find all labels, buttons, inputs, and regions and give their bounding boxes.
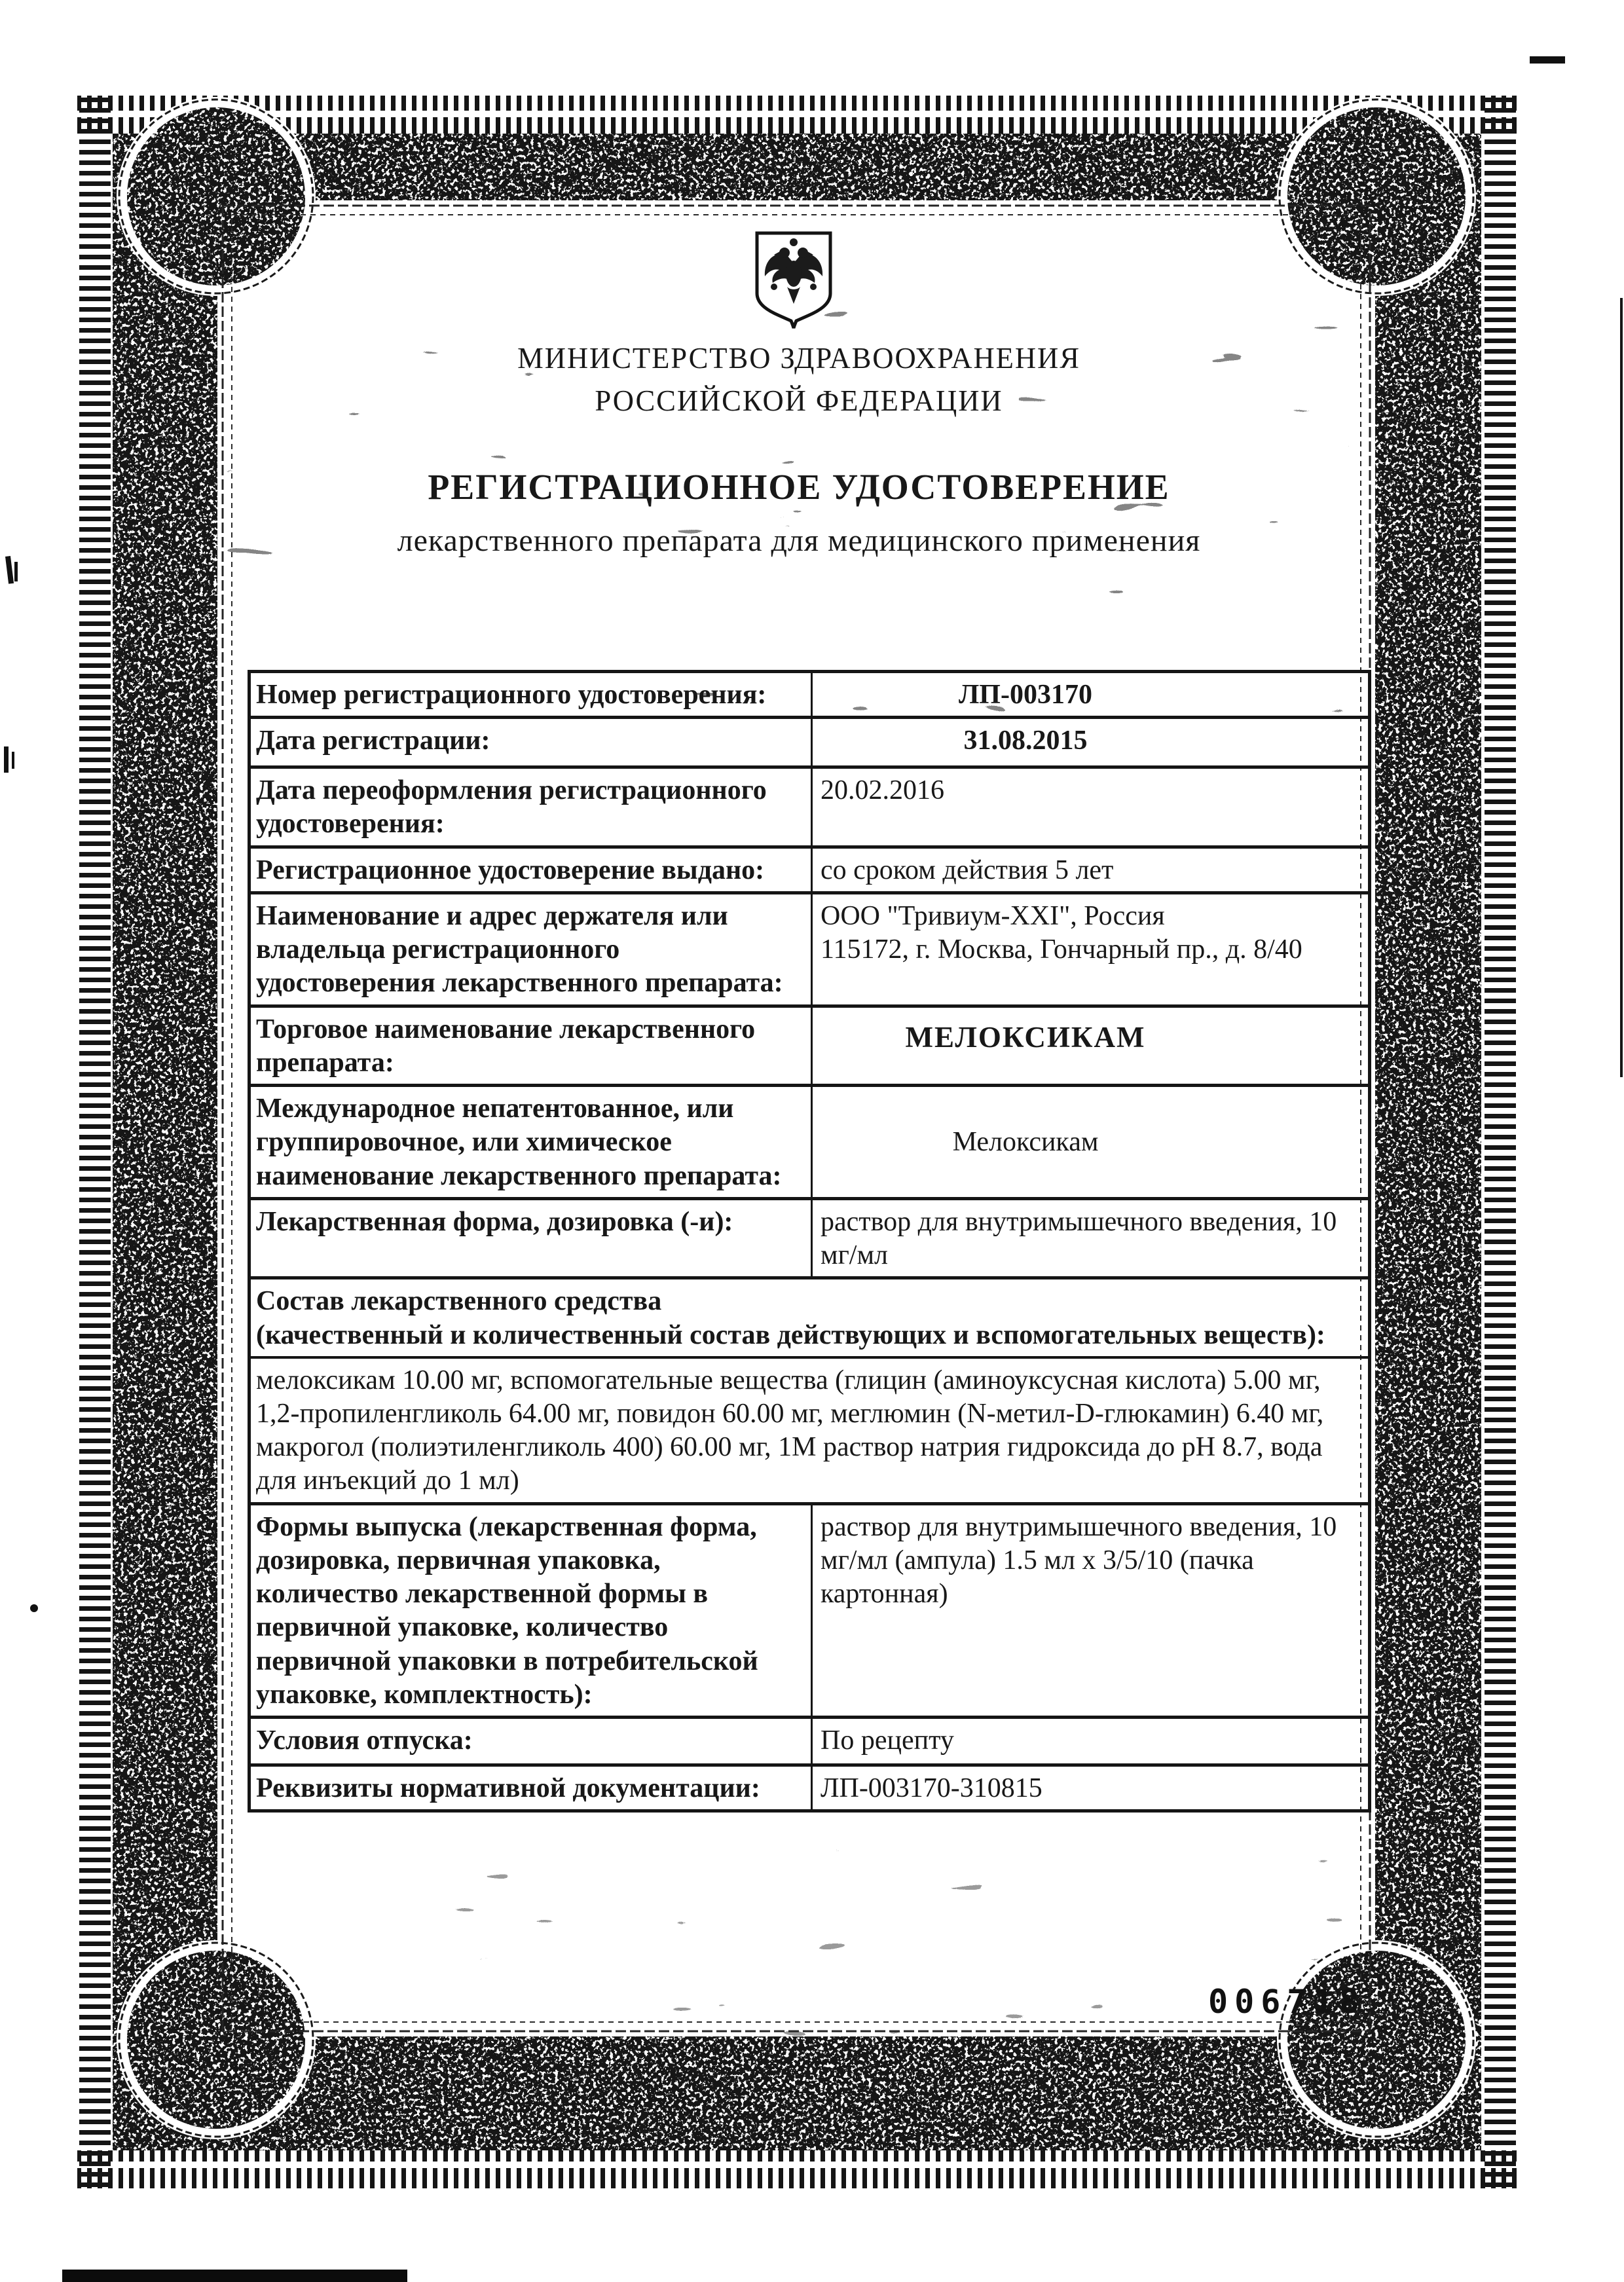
row-value: со сроком действия 5 лет <box>821 855 1114 885</box>
row-label: Условия отпуска: <box>251 1719 813 1763</box>
table-row-holder <box>251 894 1368 1008</box>
row-label: Номер регистрационного удостоверения: <box>251 673 813 716</box>
row-label: Лекарственная форма, дозировка (-и): <box>251 1200 813 1276</box>
row-label: Дата регистрации: <box>251 719 813 765</box>
holder-name: ООО "Тривиум-XXI", Россия <box>821 900 1165 931</box>
blank-serial-number: 006718 <box>1208 1983 1366 2021</box>
row-label: Торговое наименование лекарственного препарата: <box>251 1008 813 1084</box>
table-row-composition-text <box>251 1359 1368 1505</box>
document-title: РЕГИСТРАЦИОННОЕ УДОСТОВЕРЕНИЕ <box>428 467 1170 507</box>
row-value: По рецепту <box>821 1725 954 1756</box>
table-row-number <box>251 673 1368 719</box>
row-value: раствор для внутримышечного введения, 10 мг/мл <box>821 1206 1337 1271</box>
table-row-dosage-form <box>251 1200 1368 1279</box>
row-label: Регистрационное удостоверение выдано: <box>251 849 813 891</box>
table-row-composition-heading <box>251 1279 1368 1358</box>
row-value: 20.02.2016 <box>821 775 944 806</box>
row-value: ЛП-003170-310815 <box>821 1773 1043 1804</box>
row-label: Дата переоформления регистрационного удостоверения: <box>251 769 813 845</box>
ministry-line2: РОССИЙСКОЙ ФЕДЕРАЦИИ <box>595 384 1003 418</box>
row-value: раствор для внутримышечного введения, 10 мг/мл (ампула) 1.5 мл х 3/5/10 (пачка картонная) <box>821 1511 1337 1610</box>
table-row-trade-name <box>251 1008 1368 1087</box>
table-row-reissue-date <box>251 769 1368 848</box>
row-label: Международное непатентованное, или группировочное, или химическое наименование лекарственного препарата: <box>251 1087 813 1197</box>
row-value: 31.08.2015 <box>963 726 1088 756</box>
ministry-name <box>240 337 1357 422</box>
composition-text: мелоксикам 10.00 мг, вспомогательные вещества (глицин (аминоуксусная кислота) 5.00 мг, 1,2-пропиленгликоль 64.00 мг, повидон 60.00 мг, меглюмин (N-метил-D-глюкамин) 6.40 мг, макрогол (полиэтиленгликоль 400) 60.00 мг, 1М раствор натрия гидроксида до pH 8.7, вода для инъекций до 1 мл) <box>256 1365 1324 1496</box>
document-subtitle: лекарственного препарата для медицинского применения <box>397 523 1201 558</box>
row-label: Реквизиты нормативной документации: <box>251 1767 813 1809</box>
table-row-normative-docs <box>251 1767 1368 1809</box>
composition-heading-line2: (качественный и количественный состав действующих и вспомогательных веществ): <box>256 1319 1325 1350</box>
row-value <box>813 894 1368 1004</box>
row-label: Наименование и адрес держателя или владельца регистрационного удостоверения лекарственного препарата: <box>251 894 813 1004</box>
table-row-inn-name <box>251 1087 1368 1200</box>
row-value: Мелоксикам <box>952 1127 1099 1158</box>
row-value: МЕЛОКСИКАМ <box>905 1020 1146 1054</box>
table-row-dispensing <box>251 1719 1368 1767</box>
holder-address: 115172, г. Москва, Гончарный пр., д. 8/40 <box>821 934 1302 965</box>
registration-table <box>248 670 1371 1813</box>
composition-heading <box>251 1279 1368 1355</box>
composition-heading-line1: Состав лекарственного средства <box>256 1286 662 1317</box>
row-label: Формы выпуска (лекарственная форма, дозировка, первичная упаковка, количество лекарственной формы в первичной упаковке, количество первичной упаковки в потребительской упаковке, комплектность): <box>251 1505 813 1716</box>
table-row-reg-date <box>251 719 1368 769</box>
table-row-release-forms <box>251 1505 1368 1719</box>
ministry-line1: МИНИСТЕРСТВО ЗДРАВООХРАНЕНИЯ <box>517 341 1080 375</box>
row-value: ЛП-003170 <box>959 680 1092 710</box>
russia-coat-of-arms-icon <box>750 228 837 334</box>
table-row-validity <box>251 849 1368 894</box>
